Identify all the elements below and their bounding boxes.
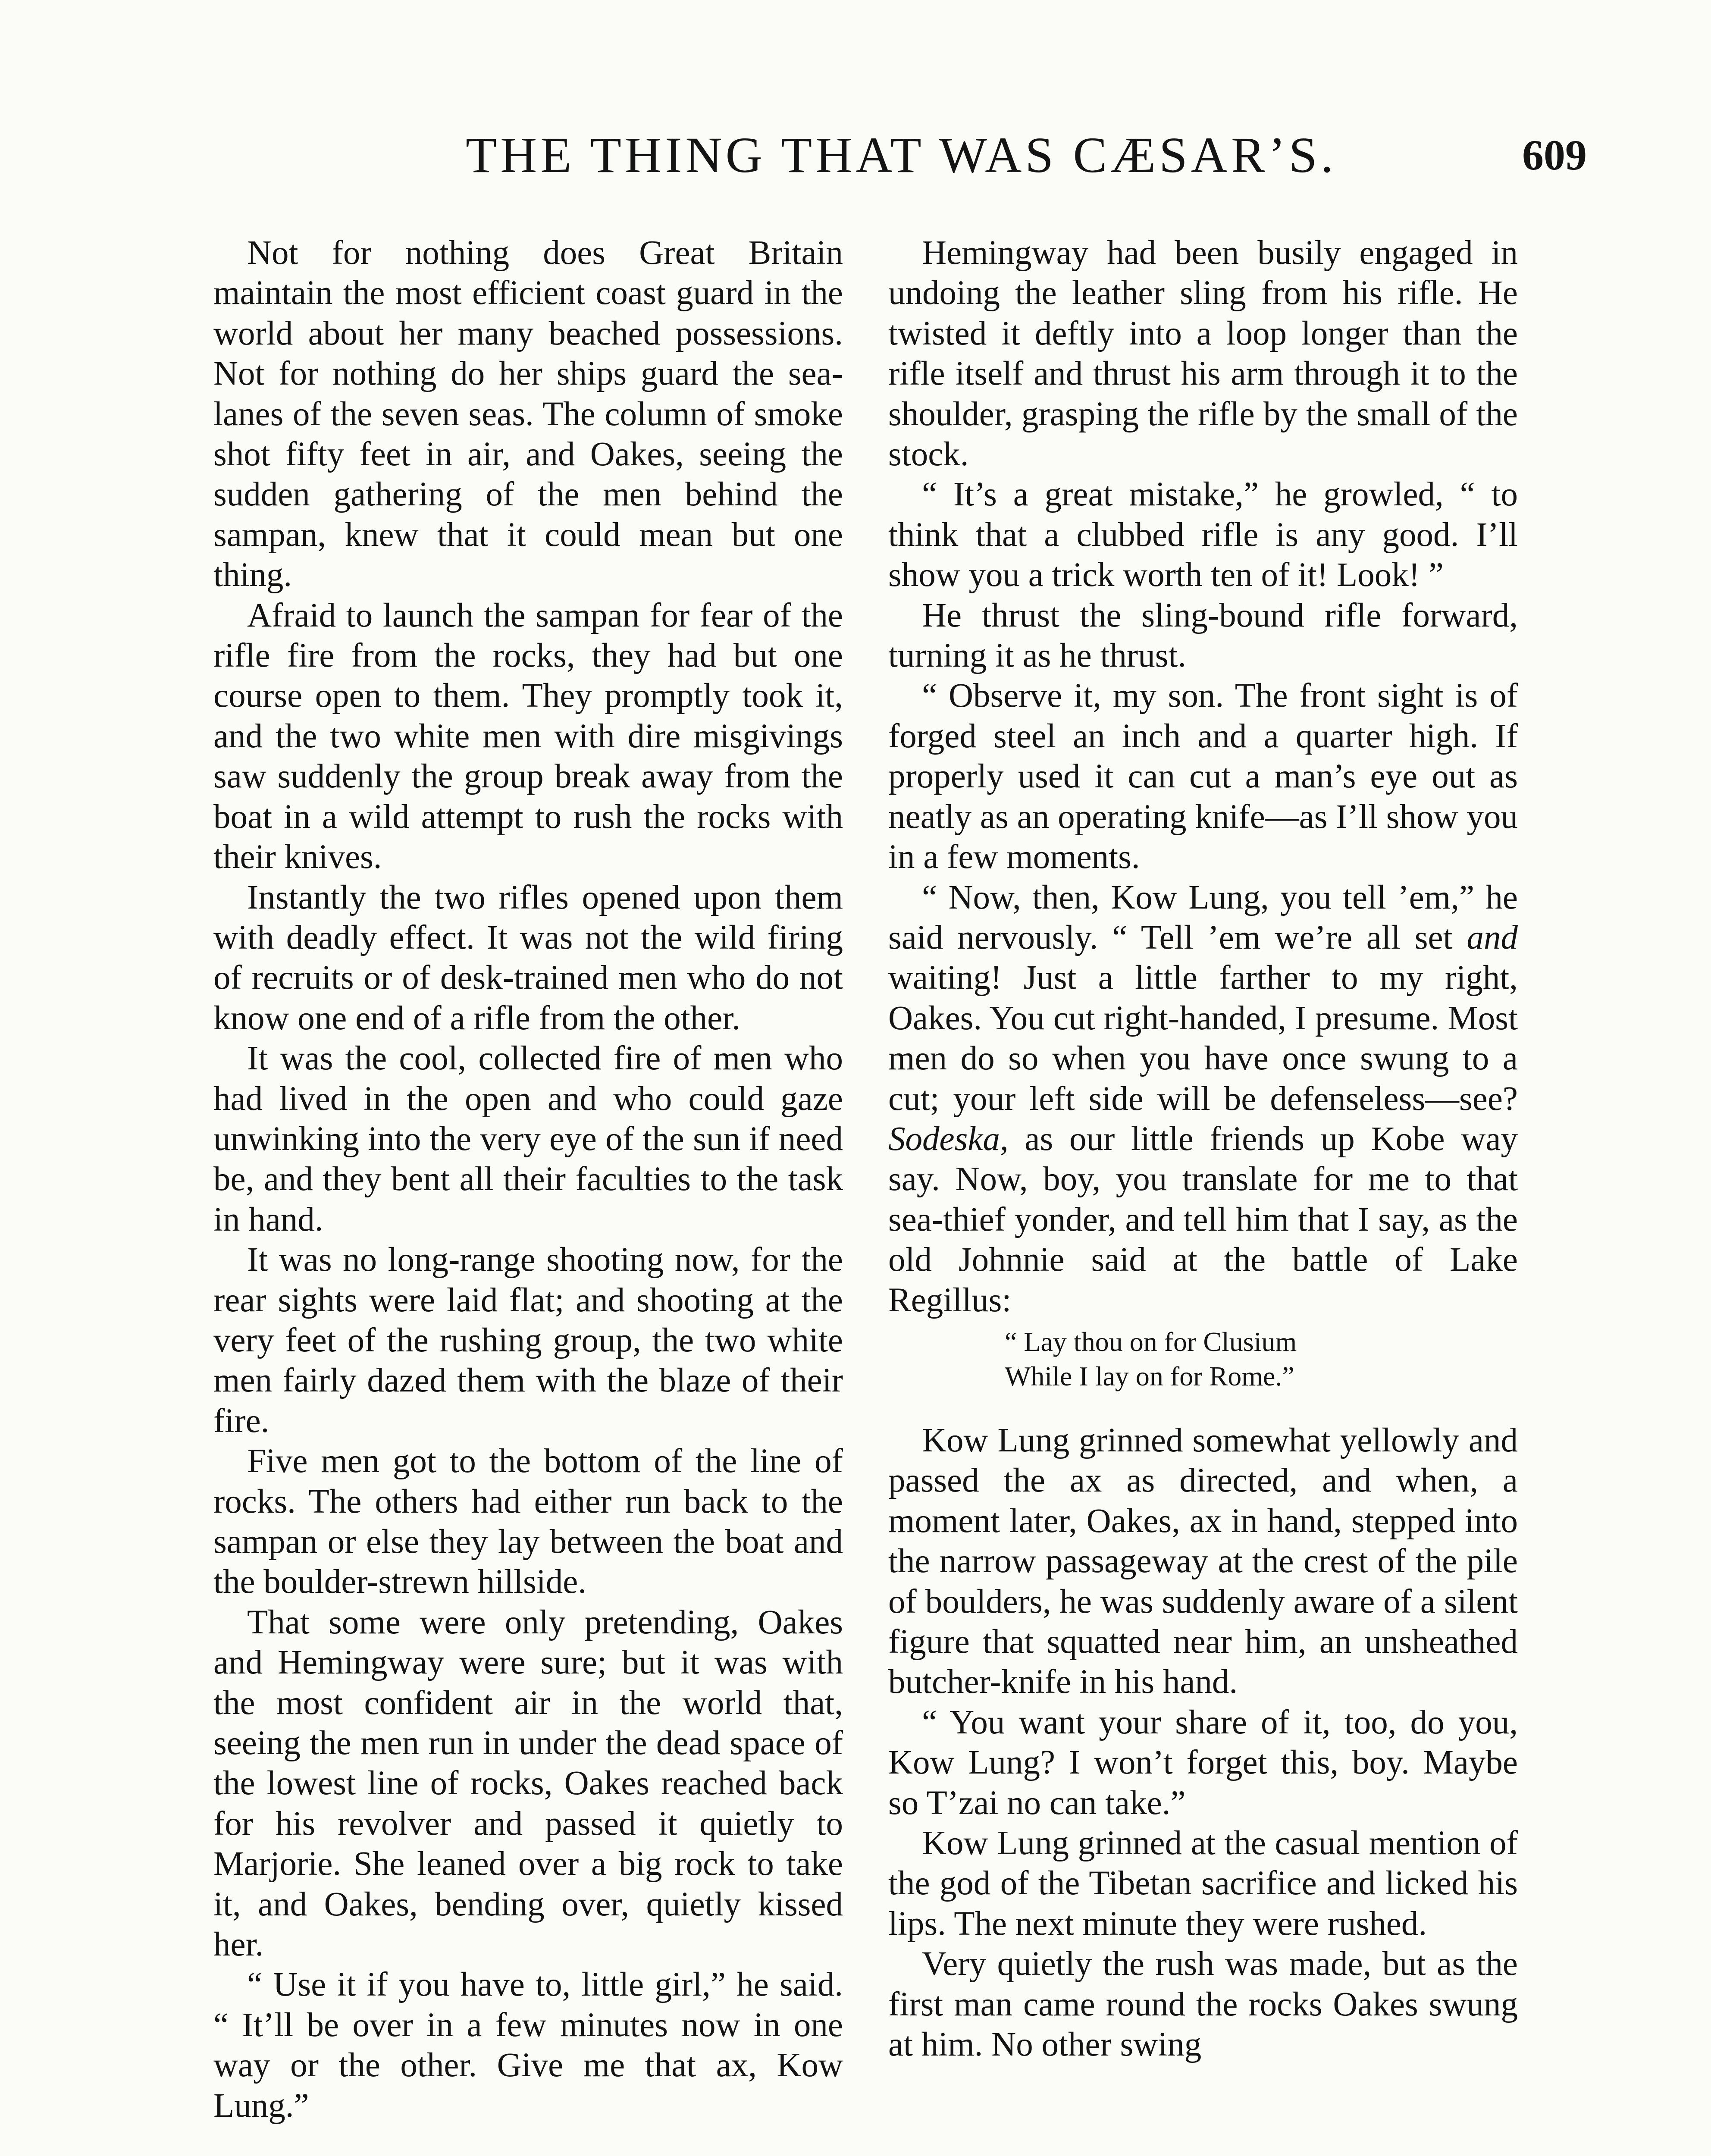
paragraph: “ Observe it, my son. The front sight is of forged steel an inch and a quarter high. If properly used it can cut a man’s eye out as neatly as an operating knife—as I’ll show you in a few moments.: [888, 677, 1518, 876]
paragraph: “ You want your share of it, too, do you, Kow Lung? I won’t forget this, boy. Maybe so T’zai no can take.”: [888, 1703, 1518, 1822]
paragraph: Instantly the two rifles opened upon them with deadly effect. It was not the wild firing of recruits or of desk-trained men who do not know one end of a rifle from the other.: [213, 878, 843, 1037]
left-column: [213, 233, 843, 2126]
paragraph: Kow Lung grinned somewhat yellowly and passed the ax as directed, and when, a moment later, Oakes, ax in hand, stepped into the narrow passageway at the crest of the pile of boulders, he was suddenly aware of a silent figure that squatted near him, an unsheathed butcher-knife in his hand.: [888, 1421, 1518, 1701]
paragraph: It was the cool, collected fire of men who had lived in the open and who could gaze unwinking into the very eye of the sun if need be, and they bent all their faculties to the task in hand.: [213, 1040, 843, 1238]
dialogue-text: as our little friends up Kobe way say. Now, boy, you translate for me to that sea-thief yonder, and tell him that I say, as the old Johnnie said at the battle of Lake Regillus:: [888, 1120, 1518, 1319]
verse-line: While I lay on for Rome.”: [1005, 1360, 1294, 1391]
paragraph: That some were only pretending, Oakes and Hemingway were sure; but it was with the most confident air in the world that, seeing the men run in under the dead space of the lowest line of rocks, Oakes reached back for his revolver and passed it quietly to Marjorie. She leaned over a big rock to take it, and Oakes, bending over, quietly kissed her.: [213, 1603, 843, 1964]
paragraph: “ Use it if you have to, little girl,” he said. “ It’ll be over in a few minutes now in one way or the other. Give me that ax, Kow Lung.”: [213, 1966, 843, 2125]
dialogue-paragraph: [888, 877, 1518, 1320]
paragraph: Hemingway had been busily engaged in undoing the leather sling from his rifle. He twisted it deftly into a loop longer than the rifle itself and thrust his arm through it to the shoulder, grasping the rifle by the small of the stock.: [888, 234, 1518, 473]
emphasis-text: Sodeska,: [888, 1120, 1009, 1158]
verse-quote: [888, 1325, 1518, 1394]
verse-line: “ Lay thou on for Clusium: [1005, 1326, 1297, 1357]
paragraph: Kow Lung grinned at the casual mention of the god of the Tibetan sacrifice and licked his lips. The next minute they were rushed.: [888, 1824, 1518, 1943]
running-title: THE THING THAT WAS CÆSAR’S.: [466, 127, 1337, 183]
right-column: [888, 233, 1518, 2065]
paragraph: Not for nothing does Great Britain maintain the most efficient coast guard in the world about her many beached possessions. Not for nothing do her ships guard the sea-lanes of the seven seas. The column of smoke shot fifty feet in air, and Oakes, seeing the sudden gathering of the men behind the sampan, knew that it could mean but one thing.: [213, 234, 843, 594]
page-header: [0, 121, 1711, 190]
dialogue-text: waiting! Just a little farther to my right, Oakes. You cut right-handed, I presume. Most men do so when you have once swung to a cut; your left side will be defenseless—see?: [888, 959, 1518, 1118]
paragraph: Afraid to launch the sampan for fear of the rifle fire from the rocks, they had but one course open to them. They promptly took it, and the two white men with dire misgivings saw suddenly the group break away from the boat in a wild attempt to rush the rocks with their knives.: [213, 596, 843, 876]
paragraph: “ It’s a great mistake,” he growled, “ to think that a clubbed rifle is any good. I’ll show you a trick worth ten of it! Look! ”: [888, 476, 1518, 594]
paragraph: He thrust the sling-bound rifle forward, turning it as he thrust.: [888, 596, 1518, 675]
paragraph: Very quietly the rush was made, but as the first man came round the rocks Oakes swung at him. No other swing: [888, 1945, 1518, 2064]
paragraph: It was no long-range shooting now, for the rear sights were laid flat; and shooting at the very feet of the rushing group, the two white men fairly dazed them with the blaze of their fire.: [213, 1241, 843, 1440]
dialogue-text: “ Now, then, Kow Lung, you tell ’em,” he said nervously. “ Tell ’em we’re all set: [888, 878, 1518, 956]
page-number: 609: [1522, 131, 1587, 179]
paragraph: Five men got to the bottom of the line of rocks. The others had either run back to the sampan or else they lay between the boat and the boulder-strewn hillside.: [213, 1442, 843, 1601]
emphasis-text: and: [1467, 918, 1518, 956]
